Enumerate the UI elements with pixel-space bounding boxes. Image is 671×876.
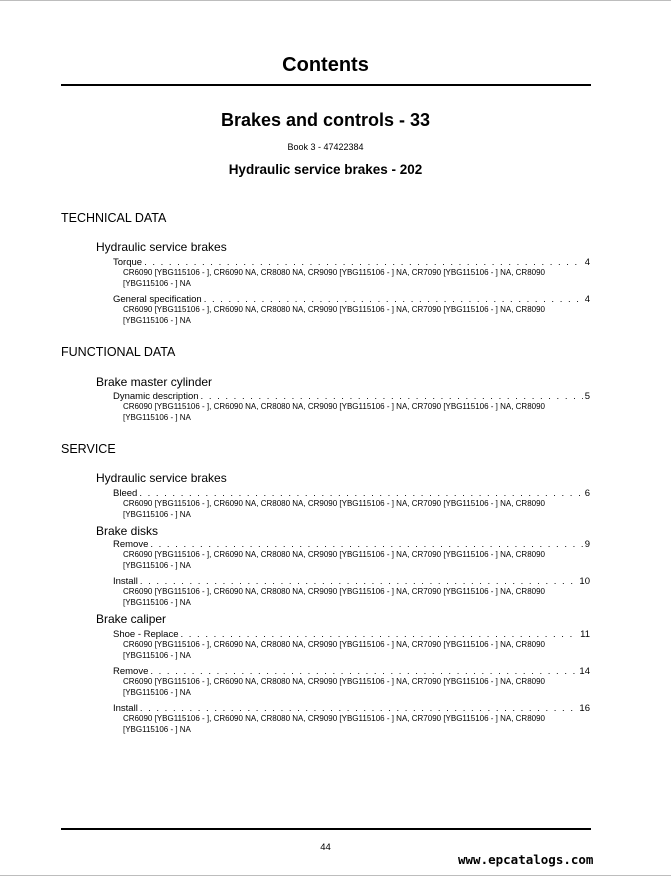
entry-page-number: 5 xyxy=(584,391,590,402)
footer-rule xyxy=(61,828,591,830)
toc-entry[interactable] xyxy=(113,703,590,735)
toc-entry[interactable] xyxy=(113,391,590,423)
dot-leader xyxy=(204,294,583,305)
dot-leader xyxy=(139,488,582,499)
entry-models: CR6090 [YBG115106 - ], CR6090 NA, CR8080 NA, CR9090 [YBG115106 - ] NA, CR7090 [YBG115106 - ] NA, CR8090 [YBG115106 - ] NA xyxy=(123,499,545,519)
dot-leader xyxy=(150,539,582,550)
entry-page-number: 6 xyxy=(584,488,590,499)
entry-label: Remove xyxy=(113,539,149,550)
entry-models: CR6090 [YBG115106 - ], CR6090 NA, CR8080 NA, CR9090 [YBG115106 - ] NA, CR7090 [YBG115106 - ] NA, CR8090 [YBG115106 - ] NA xyxy=(123,305,545,325)
section-title: Hydraulic service brakes - 202 xyxy=(228,162,423,177)
entry-label: Remove xyxy=(113,666,149,677)
entry-page-number: 4 xyxy=(584,294,590,305)
dot-leader xyxy=(180,629,578,640)
dot-leader xyxy=(144,257,583,268)
subgroup-heading: Brake caliper xyxy=(96,612,167,626)
entry-models: CR6090 [YBG115106 - ], CR6090 NA, CR8080 NA, CR9090 [YBG115106 - ] NA, CR7090 [YBG115106 - ] NA, CR8090 [YBG115106 - ] NA xyxy=(123,714,545,734)
toc-entry[interactable] xyxy=(113,539,590,571)
entry-page-number: 9 xyxy=(584,539,590,550)
subgroup-heading: Brake master cylinder xyxy=(96,375,213,389)
toc-entry[interactable] xyxy=(113,257,590,289)
entry-label: Install xyxy=(113,703,138,714)
entry-label: Shoe - Replace xyxy=(113,629,179,640)
group-heading-functional-data: FUNCTIONAL DATA xyxy=(61,345,176,359)
toc-entry[interactable] xyxy=(113,629,590,661)
subgroup-heading: Brake disks xyxy=(96,524,159,538)
dot-leader xyxy=(150,666,577,677)
chapter-title: Brakes and controls - 33 xyxy=(220,110,431,130)
group-heading-service: SERVICE xyxy=(61,442,116,456)
entry-page-number: 16 xyxy=(579,703,590,714)
entry-models: CR6090 [YBG115106 - ], CR6090 NA, CR8080 NA, CR9090 [YBG115106 - ] NA, CR7090 [YBG115106 - ] NA, CR8090 [YBG115106 - ] NA xyxy=(123,550,545,570)
page-number: 44 xyxy=(320,842,331,853)
entry-page-number: 10 xyxy=(579,576,590,587)
entry-models: CR6090 [YBG115106 - ], CR6090 NA, CR8080 NA, CR9090 [YBG115106 - ] NA, CR7090 [YBG115106 - ] NA, CR8090 [YBG115106 - ] NA xyxy=(123,587,545,607)
entry-page-number: 4 xyxy=(584,257,590,268)
entry-models: CR6090 [YBG115106 - ], CR6090 NA, CR8080 NA, CR9090 [YBG115106 - ] NA, CR7090 [YBG115106 - ] NA, CR8090 [YBG115106 - ] NA xyxy=(123,640,545,660)
entry-label: Install xyxy=(113,576,138,587)
page-title: Contents xyxy=(282,54,369,76)
dot-leader xyxy=(201,391,583,402)
toc-entry[interactable] xyxy=(113,488,590,520)
toc-entry[interactable] xyxy=(113,666,590,698)
entry-label: Dynamic description xyxy=(113,391,199,402)
dot-leader xyxy=(140,703,578,714)
entry-models: CR6090 [YBG115106 - ], CR6090 NA, CR8080 NA, CR9090 [YBG115106 - ] NA, CR7090 [YBG115106 - ] NA, CR8090 [YBG115106 - ] NA xyxy=(123,677,545,697)
toc-entry[interactable] xyxy=(113,576,590,608)
entry-page-number: 14 xyxy=(579,666,590,677)
entry-models: CR6090 [YBG115106 - ], CR6090 NA, CR8080 NA, CR9090 [YBG115106 - ] NA, CR7090 [YBG115106 - ] NA, CR8090 [YBG115106 - ] NA xyxy=(123,402,545,422)
title-rule xyxy=(61,84,591,86)
entry-label: Bleed xyxy=(113,488,138,499)
dot-leader xyxy=(140,576,578,587)
subgroup-heading: Hydraulic service brakes xyxy=(96,240,227,254)
subgroup-heading: Hydraulic service brakes xyxy=(96,471,227,485)
top-edge-line xyxy=(0,0,671,1)
toc-entry[interactable] xyxy=(113,294,590,326)
watermark: www.epcatalogs.com xyxy=(458,852,594,867)
entry-label: Torque xyxy=(113,257,143,268)
entry-models: CR6090 [YBG115106 - ], CR6090 NA, CR8080 NA, CR9090 [YBG115106 - ] NA, CR7090 [YBG115106 - ] NA, CR8090 [YBG115106 - ] NA xyxy=(123,268,545,288)
entry-page-number: 11 xyxy=(580,629,590,640)
entry-label: General specification xyxy=(113,294,202,305)
book-reference: Book 3 - 47422384 xyxy=(287,142,364,152)
group-heading-technical-data: TECHNICAL DATA xyxy=(61,211,167,225)
